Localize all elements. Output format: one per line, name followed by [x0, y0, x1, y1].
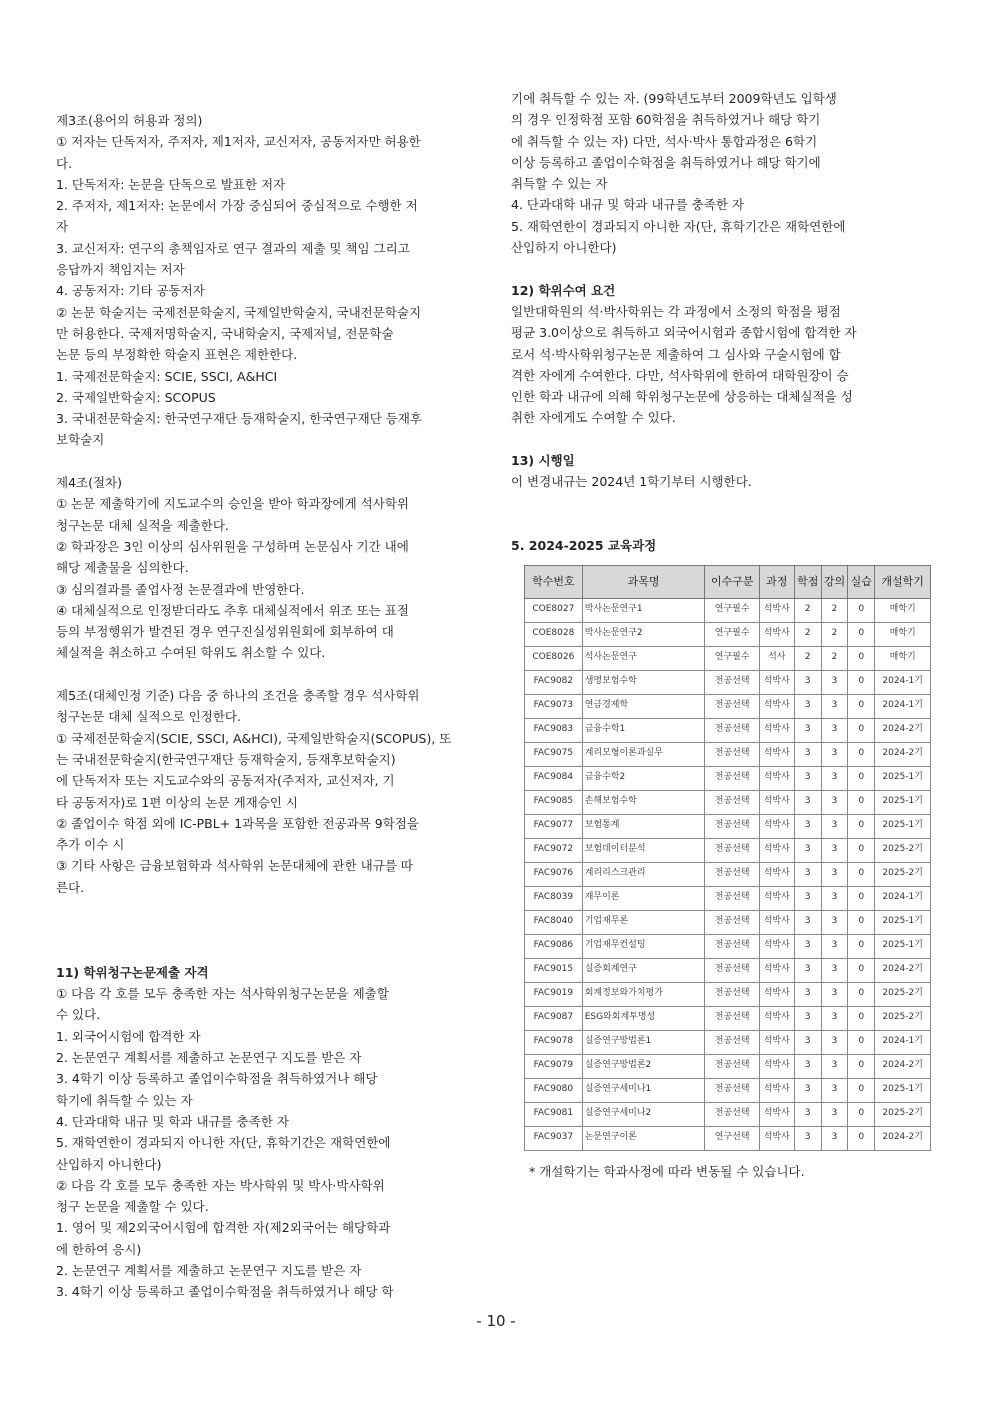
- page-number: - 10 -: [476, 1312, 516, 1330]
- table-cell: 3: [821, 1006, 847, 1030]
- text-line: 로서 석·박사학위청구논문 제출하여 그 심사와 구술시험에 합: [511, 346, 841, 362]
- text-line: 1. 단독저자: 논문을 단독으로 발표한 저자: [56, 176, 286, 192]
- table-cell: 3: [821, 886, 847, 910]
- table-cell: FAC9086: [525, 934, 583, 958]
- text-line: ④ 대체실적으로 인정받더라도 추후 대체실적에서 위조 또는 표절: [56, 602, 409, 618]
- table-row: [525, 1078, 931, 1102]
- table-cell: 석박사: [759, 1054, 794, 1078]
- table-cell: 2025-2기: [875, 1006, 931, 1030]
- table-cell: 3: [794, 694, 821, 718]
- table-row: [525, 958, 931, 982]
- text-line: 에 취득할 수 있는 자) 다만, 석사·박사 통합과정은 6학기: [511, 133, 818, 149]
- table-cell: 0: [848, 814, 875, 838]
- table-cell: FAC9087: [525, 1006, 583, 1030]
- text-line: ② 다음 각 호를 모두 충족한 자는 박사학위 및 박사·박사학위: [56, 1177, 385, 1193]
- table-cell: 회계정보와가치평가: [582, 982, 705, 1006]
- table-cell: 금융수학2: [582, 766, 705, 790]
- table-cell: 3: [794, 1006, 821, 1030]
- table-cell: 0: [848, 862, 875, 886]
- table-cell: 3: [794, 982, 821, 1006]
- text-line: 2. 논문연구 계획서를 제출하고 논문연구 지도를 받은 자: [56, 1263, 362, 1279]
- table-row: [525, 694, 931, 718]
- table-cell: 손해보험수학: [582, 790, 705, 814]
- table-cell: FAC9084: [525, 766, 583, 790]
- table-cell: 박사논문연구1: [582, 598, 705, 622]
- table-cell: 0: [848, 670, 875, 694]
- table-cell: FAC9080: [525, 1078, 583, 1102]
- text-line: ① 저자는 단독저자, 주저자, 제1저자, 교신저자, 공동저자만 허용한: [56, 134, 421, 150]
- table-cell: 석박사: [759, 670, 794, 694]
- table-cell: 0: [848, 910, 875, 934]
- text-line: 취득할 수 있는 자: [511, 176, 608, 192]
- text-line: 1. 영어 및 제2외국어시험에 합격한 자(제2외국어는 해당학과: [56, 1220, 391, 1236]
- text-line: 제3조(용어의 허용과 정의): [56, 113, 203, 128]
- table-cell: 3: [821, 766, 847, 790]
- table-cell: 3: [821, 910, 847, 934]
- table-cell: FAC9078: [525, 1030, 583, 1054]
- table-cell: 0: [848, 886, 875, 910]
- column-header: 이수구분: [705, 565, 760, 598]
- table-cell: 3: [794, 1054, 821, 1078]
- text-line: ① 논문 제출학기에 지도교수의 승인을 받아 학과장에게 석사학위: [56, 496, 409, 512]
- table-cell: 3: [794, 886, 821, 910]
- text-line: ③ 심의결과를 졸업사정 논문결과에 반영한다.: [56, 581, 305, 597]
- text-line: [511, 493, 931, 514]
- text-line: 체실적을 취소하고 수여된 학위도 취소할 수 있다.: [56, 645, 326, 661]
- table-cell: 0: [848, 694, 875, 718]
- table-cell: FAC9037: [525, 1126, 583, 1150]
- text-line: 2. 주저자, 제1저자: 논문에서 가장 중심되어 중심적으로 수행한 저: [56, 198, 418, 214]
- table-cell: 석박사: [759, 862, 794, 886]
- text-line: [56, 919, 480, 940]
- table-cell: 전공선택: [705, 670, 760, 694]
- table-cell: 연구필수: [705, 646, 760, 670]
- table-cell: 전공선택: [705, 958, 760, 982]
- table-cell: 매학기: [875, 646, 931, 670]
- table-cell: 0: [848, 646, 875, 670]
- text-line: ② 논문 학술지는 국제전문학술지, 국제일반학술지, 국내전문학술지: [56, 304, 422, 320]
- table-row: [525, 982, 931, 1006]
- table-cell: 석박사: [759, 598, 794, 622]
- table-cell: 석박사: [759, 886, 794, 910]
- text-line: 제4조(절차): [56, 475, 123, 491]
- table-row: [525, 598, 931, 622]
- curriculum-table: [524, 565, 931, 1151]
- table-cell: 0: [848, 598, 875, 622]
- table-cell: 3: [821, 958, 847, 982]
- table-cell: 2025-2기: [875, 862, 931, 886]
- table-cell: 3: [794, 958, 821, 982]
- table-cell: 계리리스크관리: [582, 862, 705, 886]
- table-note: * 개설학기는 학과사정에 따라 변동될 수 있습니다.: [529, 1163, 805, 1179]
- table-cell: 석박사: [759, 910, 794, 934]
- table-cell: 박사논문연구2: [582, 622, 705, 646]
- table-cell: 0: [848, 1126, 875, 1150]
- text-line: 청구논문 대체 실적을 제출한다.: [56, 517, 229, 533]
- table-row: [525, 1054, 931, 1078]
- text-line: 는 국내전문학술지(한국연구재단 등재학술지, 등재후보학술지): [56, 751, 396, 767]
- text-line: 제5조(대체인정 기준) 다음 중 하나의 조건을 충족할 경우 석사학위: [56, 688, 420, 704]
- table-cell: 전공선택: [705, 1030, 760, 1054]
- table-row: [525, 646, 931, 670]
- table-cell: 0: [848, 934, 875, 958]
- table-cell: 2: [794, 646, 821, 670]
- table-cell: 계리모형이론과실무: [582, 742, 705, 766]
- table-cell: 실증연구세미나2: [582, 1102, 705, 1126]
- table-cell: 석박사: [759, 1078, 794, 1102]
- table-cell: 석박사: [759, 838, 794, 862]
- text-line: 이 변경내규는 2024년 1학기부터 시행한다.: [511, 474, 752, 490]
- column-header: 학수번호: [525, 565, 583, 598]
- table-cell: 2: [821, 598, 847, 622]
- text-line: 산입하지 아니한다): [511, 240, 617, 256]
- table-cell: 2024-2기: [875, 958, 931, 982]
- table-cell: 석박사: [759, 718, 794, 742]
- text-line: 의 경우 인정학점 포함 60학점을 취득하였거나 해당 학기: [511, 112, 821, 128]
- table-cell: 3: [794, 718, 821, 742]
- text-line: [56, 664, 480, 685]
- table-cell: 0: [848, 742, 875, 766]
- text-line: [511, 429, 931, 450]
- table-cell: 3: [794, 934, 821, 958]
- table-cell: 석박사: [759, 790, 794, 814]
- table-cell: 전공선택: [705, 1102, 760, 1126]
- table-cell: 2: [794, 598, 821, 622]
- table-cell: 3: [794, 838, 821, 862]
- column-header: 과목명: [582, 565, 705, 598]
- table-cell: FAC8040: [525, 910, 583, 934]
- text-line: 11) 학위청구논문제출 자격: [56, 964, 209, 980]
- table-cell: FAC9072: [525, 838, 583, 862]
- text-line: 1. 외국어시험에 합격한 자: [56, 1028, 201, 1044]
- text-line: 4. 단과대학 내규 및 학과 내규를 충족한 자: [56, 1113, 289, 1129]
- table-cell: 논문연구이론: [582, 1126, 705, 1150]
- table-cell: 3: [821, 718, 847, 742]
- text-line: 4. 공동저자: 기타 공동저자: [56, 283, 205, 299]
- table-row: [525, 670, 931, 694]
- text-line: 격한 자에게 수여한다. 다만, 석사학위에 한하여 대학원장이 승: [511, 367, 849, 383]
- text-line: 청구논문 대체 실적으로 인정한다.: [56, 709, 241, 725]
- table-cell: 3: [794, 1078, 821, 1102]
- table-cell: 2: [794, 622, 821, 646]
- text-line: 2. 논문연구 계획서를 제출하고 논문연구 지도를 받은 자: [56, 1050, 362, 1066]
- table-cell: 3: [821, 742, 847, 766]
- text-line: 3. 4학기 이상 등록하고 졸업이수학점을 취득하였거나 해당: [56, 1071, 378, 1087]
- table-cell: 3: [794, 790, 821, 814]
- text-line: ① 국제전문학술지(SCIE, SSCI, A&HCI), 국제일반학술지(SCOPUS), 또: [56, 730, 452, 746]
- table-cell: 3: [821, 814, 847, 838]
- table-cell: 3: [794, 910, 821, 934]
- table-row: [525, 790, 931, 814]
- text-line: [56, 451, 480, 472]
- table-cell: 0: [848, 790, 875, 814]
- column-header: 실습: [848, 565, 875, 598]
- table-cell: COE8028: [525, 622, 583, 646]
- text-line: 5. 재학연한이 경과되지 아니한 자(단, 휴학기간은 재학연한에: [56, 1135, 391, 1151]
- table-cell: 전공선택: [705, 1078, 760, 1102]
- table-cell: 전공선택: [705, 838, 760, 862]
- table-cell: 연금경제학: [582, 694, 705, 718]
- text-line: 12) 학위수여 요건: [511, 282, 616, 298]
- text-line: 산입하지 아니한다): [56, 1156, 162, 1172]
- table-cell: 석박사: [759, 1102, 794, 1126]
- table-cell: 3: [821, 670, 847, 694]
- table-cell: 0: [848, 958, 875, 982]
- table-cell: 실증회계연구: [582, 958, 705, 982]
- table-cell: 석박사: [759, 1006, 794, 1030]
- table-cell: 석사논문연구: [582, 646, 705, 670]
- table-cell: 석박사: [759, 694, 794, 718]
- text-line: 5. 2024-2025 교육과정: [511, 538, 657, 554]
- table-cell: 2024-2기: [875, 1126, 931, 1150]
- table-row: [525, 838, 931, 862]
- table-cell: 전공선택: [705, 1006, 760, 1030]
- table-cell: 0: [848, 766, 875, 790]
- table-cell: FAC9085: [525, 790, 583, 814]
- table-cell: FAC9079: [525, 1054, 583, 1078]
- table-cell: 2025-1기: [875, 814, 931, 838]
- table-cell: 기업재무컨설팅: [582, 934, 705, 958]
- table-cell: 전공선택: [705, 910, 760, 934]
- table-cell: 석박사: [759, 622, 794, 646]
- table-cell: 재무이론: [582, 886, 705, 910]
- text-line: 13) 시행일: [511, 453, 575, 469]
- text-line: 응답까지 책임지는 저자: [56, 262, 185, 278]
- table-cell: 전공선택: [705, 814, 760, 838]
- table-cell: 3: [794, 742, 821, 766]
- table-cell: 2024-1기: [875, 886, 931, 910]
- table-cell: 3: [794, 862, 821, 886]
- table-cell: 3: [821, 694, 847, 718]
- text-line: 4. 단과대학 내규 및 학과 내규를 충족한 자: [511, 197, 744, 213]
- table-cell: 2024-1기: [875, 694, 931, 718]
- table-cell: 0: [848, 1078, 875, 1102]
- table-cell: 3: [821, 790, 847, 814]
- table-cell: 2024-2기: [875, 718, 931, 742]
- table-cell: 연구선택: [705, 1126, 760, 1150]
- table-cell: 전공선택: [705, 790, 760, 814]
- text-line: 기에 취득할 수 있는 자. (99학년도부터 2009학년도 입학생: [511, 91, 837, 106]
- table-cell: 석박사: [759, 766, 794, 790]
- table-cell: 2025-1기: [875, 934, 931, 958]
- table-cell: 3: [794, 1030, 821, 1054]
- table-cell: 석박사: [759, 1126, 794, 1150]
- column-header: 학점: [794, 565, 821, 598]
- text-line: 3. 국내전문학술지: 한국연구재단 등재학술지, 한국연구재단 등재후: [56, 411, 423, 427]
- table-cell: 0: [848, 1102, 875, 1126]
- table-cell: 석박사: [759, 814, 794, 838]
- text-line: 다.: [56, 155, 73, 171]
- table-row: [525, 1102, 931, 1126]
- table-row: [525, 1006, 931, 1030]
- text-line: 학기에 취득할 수 있는 자: [56, 1092, 193, 1108]
- table-cell: 전공선택: [705, 1054, 760, 1078]
- table-cell: 전공선택: [705, 766, 760, 790]
- table-cell: 2025-1기: [875, 1078, 931, 1102]
- text-line: 3. 교신저자: 연구의 총책임자로 연구 결과의 제출 및 책임 그리고: [56, 240, 410, 256]
- table-cell: 기업재무론: [582, 910, 705, 934]
- table-cell: 전공선택: [705, 718, 760, 742]
- table-cell: 연구필수: [705, 598, 760, 622]
- text-line: 청구 논문을 제출할 수 있다.: [56, 1199, 209, 1215]
- table-cell: FAC9073: [525, 694, 583, 718]
- column-header: 강의: [821, 565, 847, 598]
- text-line: 일반대학원의 석·박사학위는 각 과정에서 소정의 학점을 평점: [511, 303, 841, 319]
- table-cell: 2025-2기: [875, 1102, 931, 1126]
- text-line: 논문 등의 부정확한 학술지 표현은 제한한다.: [56, 347, 298, 363]
- text-line: 추가 이수 시: [56, 837, 125, 853]
- table-cell: 석박사: [759, 1030, 794, 1054]
- column-header: 개설학기: [875, 565, 931, 598]
- table-cell: FAC8039: [525, 886, 583, 910]
- table-cell: 0: [848, 622, 875, 646]
- table-cell: 석박사: [759, 934, 794, 958]
- table-cell: 석박사: [759, 982, 794, 1006]
- text-line: 른다.: [56, 879, 85, 895]
- table-cell: FAC9081: [525, 1102, 583, 1126]
- table-cell: FAC9019: [525, 982, 583, 1006]
- table-cell: 2025-1기: [875, 766, 931, 790]
- table-cell: 3: [821, 1030, 847, 1054]
- table-cell: 3: [821, 1078, 847, 1102]
- text-line: ② 졸업이수 학점 외에 IC-PBL+ 1과목을 포함한 전공과목 9학점을: [56, 815, 419, 831]
- table-cell: 실증연구방법론1: [582, 1030, 705, 1054]
- table-row: [525, 1126, 931, 1150]
- table-cell: 3: [821, 1102, 847, 1126]
- table-cell: 매학기: [875, 622, 931, 646]
- table-header-row: [525, 565, 931, 598]
- text-line: 자: [56, 219, 69, 235]
- table-cell: 2024-1기: [875, 670, 931, 694]
- table-row: [525, 718, 931, 742]
- table-cell: 금융수학1: [582, 718, 705, 742]
- text-line: [511, 258, 931, 279]
- table-cell: FAC9083: [525, 718, 583, 742]
- table-cell: ESG와회계투명성: [582, 1006, 705, 1030]
- table-cell: 2025-2기: [875, 838, 931, 862]
- text-line: 2. 국제일반학술지: SCOPUS: [56, 389, 216, 405]
- text-line: 등의 부정행위가 발견된 경우 연구진실성위원회에 회부하여 대: [56, 624, 394, 640]
- table-cell: 보험데이터분석: [582, 838, 705, 862]
- table-cell: 2025-2기: [875, 982, 931, 1006]
- table-cell: 0: [848, 718, 875, 742]
- table-cell: 전공선택: [705, 694, 760, 718]
- left-column: [56, 110, 480, 1303]
- text-line: 타 공동저자)로 1편 이상의 논문 게재승인 시: [56, 794, 298, 810]
- text-line: 취한 자에게도 수여할 수 있다.: [511, 410, 676, 426]
- text-line: 만 허용한다. 국제저명학술지, 국내학술지, 국제저널, 전문학술: [56, 325, 394, 341]
- text-line: 평균 3.0이상으로 취득하고 외국어시험과 종합시험에 합격한 자: [511, 325, 857, 341]
- text-line: [56, 898, 480, 919]
- text-line: 5. 재학연한이 경과되지 아니한 자(단, 휴학기간은 재학연한에: [511, 218, 846, 234]
- table-cell: 2024-2기: [875, 1054, 931, 1078]
- table-cell: COE8027: [525, 598, 583, 622]
- table-cell: 3: [794, 1126, 821, 1150]
- text-line: 1. 국제전문학술지: SCIE, SSCI, A&HCI: [56, 368, 278, 384]
- table-cell: 석사: [759, 646, 794, 670]
- text-line: 수 있다.: [56, 1007, 101, 1023]
- table-row: [525, 886, 931, 910]
- table-row: [525, 934, 931, 958]
- table-cell: 생명보험수학: [582, 670, 705, 694]
- table-cell: 3: [821, 1126, 847, 1150]
- table-cell: 3: [821, 862, 847, 886]
- table-cell: FAC9077: [525, 814, 583, 838]
- table-cell: 0: [848, 982, 875, 1006]
- text-line: ② 학과장은 3인 이상의 심사위원을 구성하며 논문심사 기간 내에: [56, 538, 409, 554]
- text-line: 인한 학과 내규에 의해 학위청구논문에 상응하는 대체실적을 성: [511, 389, 853, 405]
- text-line: 보학술지: [56, 432, 105, 448]
- text-line: [56, 941, 480, 962]
- table-cell: 석박사: [759, 742, 794, 766]
- table-cell: 0: [848, 1054, 875, 1078]
- table-cell: 실증연구방법론2: [582, 1054, 705, 1078]
- table-row: [525, 814, 931, 838]
- table-cell: COE8026: [525, 646, 583, 670]
- table-cell: 2024-1기: [875, 1030, 931, 1054]
- table-cell: 2: [821, 646, 847, 670]
- table-row: [525, 862, 931, 886]
- table-cell: 3: [794, 670, 821, 694]
- table-cell: 2: [821, 622, 847, 646]
- text-line: 해당 제출물을 심의한다.: [56, 560, 189, 576]
- text-line: 이상 등록하고 졸업이수학점을 취득하였거나 해당 학기에: [511, 154, 821, 170]
- table-row: [525, 742, 931, 766]
- table-cell: FAC9015: [525, 958, 583, 982]
- text-line: 에 한하여 응시): [56, 1241, 142, 1257]
- table-cell: 전공선택: [705, 934, 760, 958]
- table-cell: 전공선택: [705, 886, 760, 910]
- table-row: [525, 910, 931, 934]
- table-cell: 전공선택: [705, 982, 760, 1006]
- table-row: [525, 622, 931, 646]
- table-cell: 매학기: [875, 598, 931, 622]
- table-cell: 3: [794, 814, 821, 838]
- table-cell: 석박사: [759, 958, 794, 982]
- text-line: [511, 514, 931, 535]
- table-cell: 2025-1기: [875, 910, 931, 934]
- table-cell: 2024-2기: [875, 742, 931, 766]
- table-row: [525, 766, 931, 790]
- table-cell: 0: [848, 838, 875, 862]
- table-cell: 연구필수: [705, 622, 760, 646]
- table-cell: 전공선택: [705, 862, 760, 886]
- table-cell: 3: [821, 1054, 847, 1078]
- table-cell: 실증연구세미나1: [582, 1078, 705, 1102]
- table-cell: FAC9076: [525, 862, 583, 886]
- text-line: ③ 기타 사항은 금융보험학과 석사학위 논문대체에 관한 내규를 따: [56, 858, 413, 874]
- table-cell: 3: [821, 934, 847, 958]
- text-line: ① 다음 각 호를 모두 충족한 자는 석사학위청구논문을 제출할: [56, 986, 389, 1002]
- column-header: 과정: [759, 565, 794, 598]
- table-cell: FAC9082: [525, 670, 583, 694]
- table-row: [525, 1030, 931, 1054]
- table-cell: 0: [848, 1006, 875, 1030]
- table-cell: 3: [821, 838, 847, 862]
- table-cell: 3: [794, 766, 821, 790]
- right-column: [511, 88, 931, 1182]
- table-cell: 2025-1기: [875, 790, 931, 814]
- table-cell: 0: [848, 1030, 875, 1054]
- table-cell: 3: [821, 982, 847, 1006]
- text-line: 에 단독저자 또는 지도교수와의 공동저자(주저자, 교신저자, 기: [56, 773, 395, 789]
- table-cell: 3: [794, 1102, 821, 1126]
- text-line: 3. 4학기 이상 등록하고 졸업이수학점을 취득하였거나 해당 학: [56, 1284, 394, 1300]
- table-cell: 보험통계: [582, 814, 705, 838]
- table-cell: FAC9075: [525, 742, 583, 766]
- table-cell: 전공선택: [705, 742, 760, 766]
